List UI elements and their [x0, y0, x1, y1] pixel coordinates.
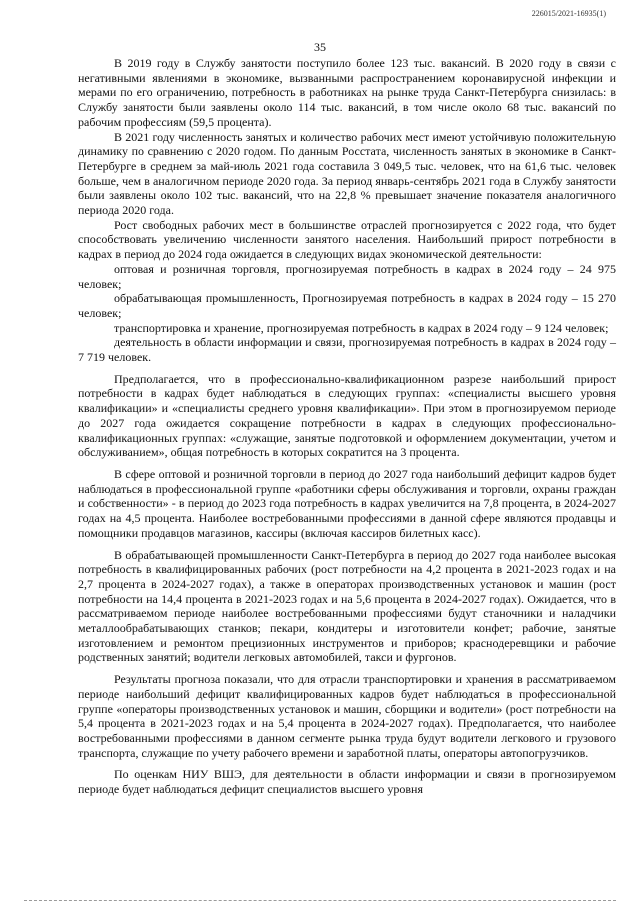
- paragraph-trade-sector: В сфере оптовой и розничной торговли в период до 2027 года наибольший дефицит кадров будет наблюдаться в профессиональной группе «работники сферы обслуживания и торговли, охраны граждан и собственности» - в период до 2023 года потребность в кадрах увеличится на 7,8 процента, в 2024-2027 годах на 4,5 процента. Наиболее востребованными профессиями в данной сфере являются продавцы и помощники продавцов магазинов, кассиры (включая кассиров билетных касс).: [78, 466, 616, 540]
- paragraph-manufacturing-sector: В обрабатывающей промышленности Санкт-Петербурга в период до 2027 года наиболее высокая потребность в квалифицированных рабочих (рост потребности на 4,2 процента в 2021-2023 годах и на 2,7 процента в 2024-2027 годах), а также в операторах производственных установок и машин (рост потребности на 14,4 процента в 2021-2023 годах и на 5,6 процента в 2024-2027 годах). Ожидается, что в рассматриваемом периоде наиболее востребованными профессиями будут станочники и наладчики металлообрабатывающих станков; пекари, кондитеры и изготовители конфет; рабочие, занятые изготовлением и ремонтом прецизионных инструментов и приборов; краснодеревщики и рабочие родственных занятий; водители легковых автомобилей, такси и фургонов.: [78, 547, 616, 665]
- paragraph-growth-forecast: Рост свободных рабочих мест в большинстве отраслей прогнозируется с 2022 года, что будет способствовать увеличению численности занятого населения. Наибольший прирост потребности в кадрах в период до 2024 года ожидается в следующих видах экономической деятельности:: [78, 217, 616, 262]
- paragraph-transport-sector: Результаты прогноза показали, что для отрасли транспортировки и хранения в рассматриваемом периоде наибольший дефицит квалифицированных кадров будет наблюдаться в профессиональной группе «операторы производственных установок и машин, сборщики и водители» (рост потребности на 5,4 процента в 2021-2023 годах и на 5,4 процента в 2024-2027 годах). Предполагается, что наиболее востребованными профессиями в данном сегменте рынка труда будут водители легкового и грузового транспорта, служащие по учету рабочего времени и заработной платы, операторы автопогрузчиков.: [78, 672, 616, 760]
- list-item-manufacturing: обрабатывающая промышленность, Прогнозируемая потребность в кадрах в 2024 году – 15 270 человек;: [78, 291, 616, 320]
- paragraph-vacancies-2019-2020: В 2019 году в Службу занятости поступило более 123 тыс. вакансий. В 2020 году в связи с негативными явлениями в экономике, вызванными распространением коронавирусной инфекции и мерами по его ограничению, потребность в работниках на рынке труда Санкт-Петербурга снизилась: в Службу занятости были заявлены около 114 тыс. вакансий, в том числе около 68 тыс. вакансий по рабочим профессиям (59,5 процента).: [78, 56, 616, 129]
- paragraph-qualification-groups: Предполагается, что в профессионально-квалификационном разрезе наибольший прирост потребности в кадрах будет наблюдаться в следующих группах: «специалисты высшего уровня квалификации» и «специалисты среднего уровня квалификации». При этом в прогнозируемом периоде до 2027 года ожидается сокращение потребности в кадрах в следующих профессионально-квалификационных группах: «служащие, занятые подготовкой и оформлением документации, учетом и обслуживанием», общая потребность в которых сократится на 3 процента.: [78, 371, 616, 460]
- list-item-transport: транспортировка и хранение, прогнозируемая потребность в кадрах в 2024 году – 9 124 человек;: [114, 320, 609, 335]
- list-item-trade: оптовая и розничная торговля, прогнозируемая потребность в кадрах в 2024 году – 24 975 человек;: [78, 261, 616, 291]
- list-item-it-communications: деятельность в области информации и связи, прогнозируемая потребность в кадрах в 2024 году – 7 719 человек.: [78, 335, 616, 365]
- paragraph-employment-2021: В 2021 году численность занятых и количество рабочих мест имеют устойчивую положительную динамику по сравнению с 2020 годом. По данным Росстата, численность занятых в экономике в Санкт-Петербурге в среднем за май-июль 2021 года составила 3 049,5 тыс. человек, что на 61,6 тыс. человек больше, чем в аналогичном периоде 2020 года. За период январь-сентябрь 2021 года в Службу занятости были заявлены около 102 тыс. вакансий, что на 22,8 % превышает значение показателя аналогичного периода 2020 года.: [78, 129, 616, 218]
- paragraph-hse-estimate: По оценкам НИУ ВШЭ, для деятельности в области информации и связи в прогнозируемом периоде будет наблюдаться дефицит специалистов высшего уровня: [78, 767, 616, 797]
- page-number: 35: [314, 40, 326, 54]
- page-body: [78, 56, 616, 797]
- document-reference: 226015/2021-16935(1): [531, 9, 606, 18]
- page-bottom-edge: [24, 900, 616, 901]
